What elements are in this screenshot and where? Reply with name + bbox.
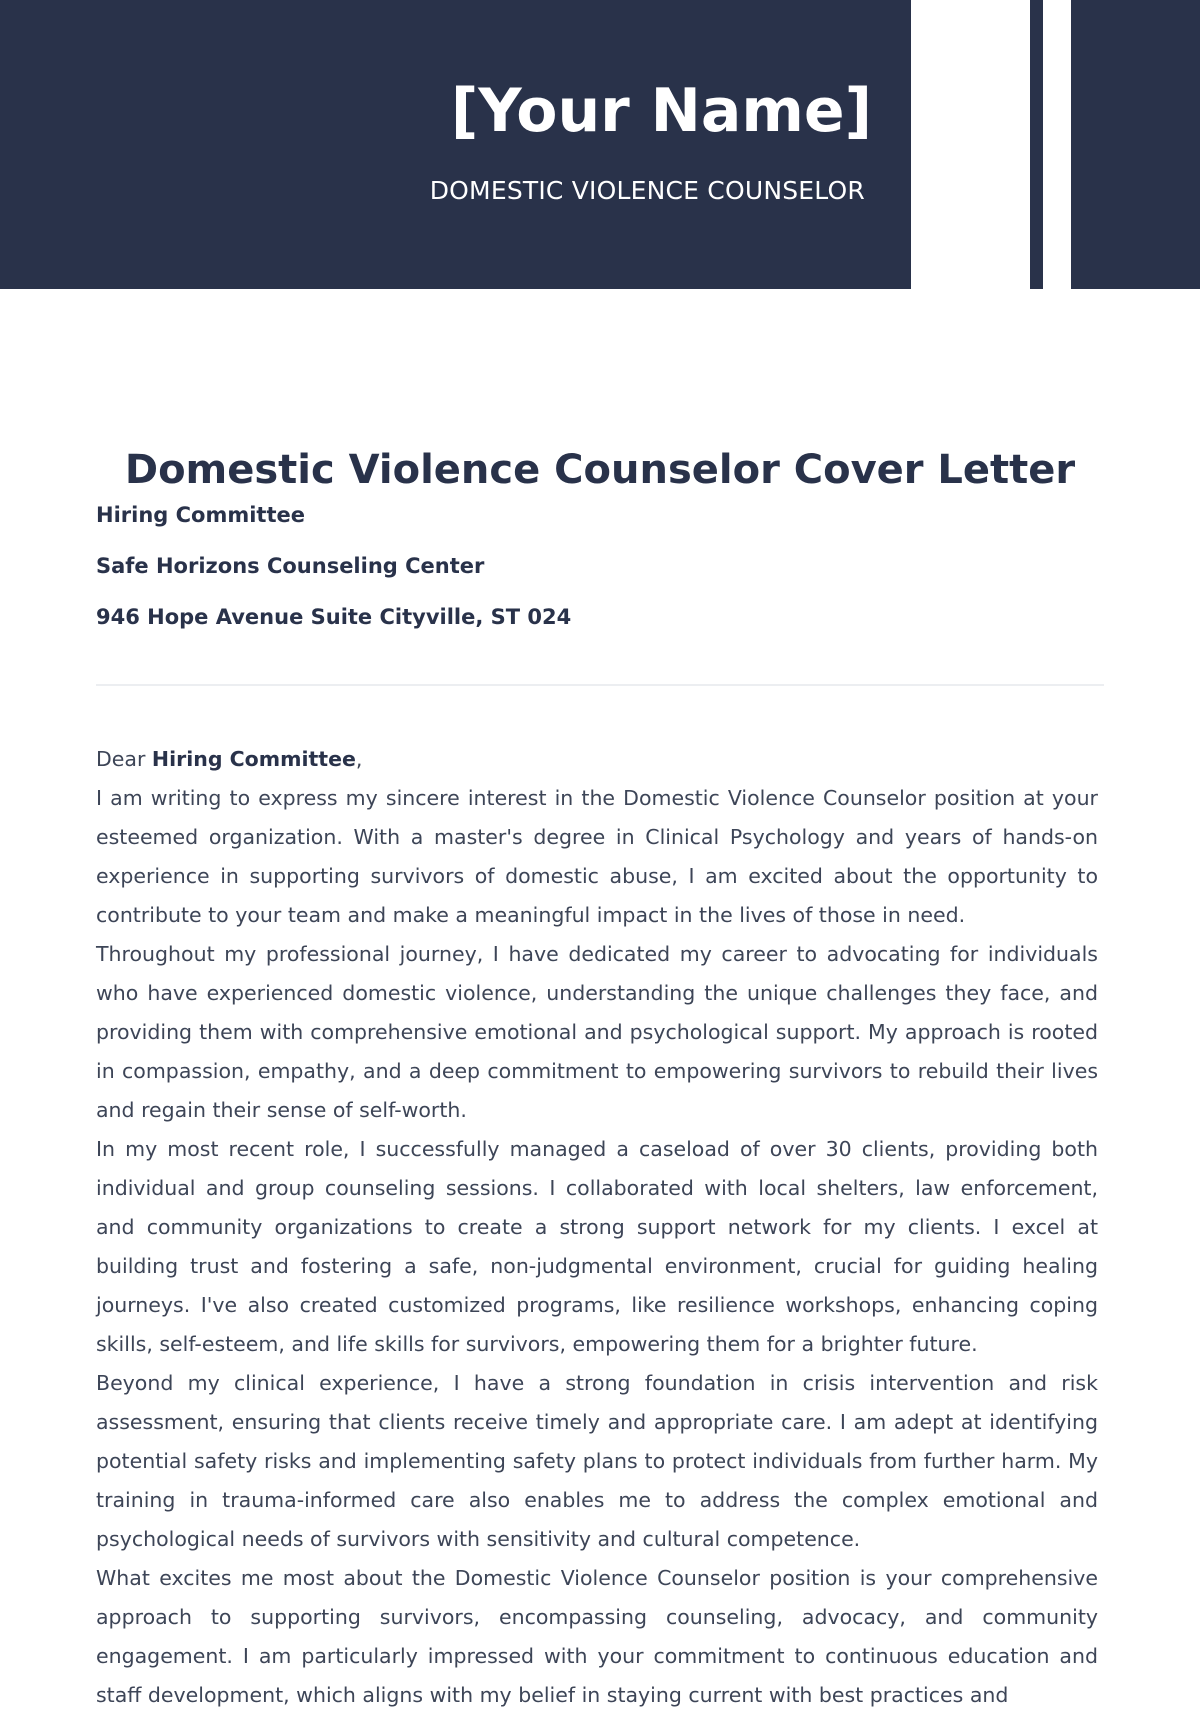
salutation-suffix: ,: [355, 747, 363, 771]
body-paragraph-3: In my most recent role, I successfully managed a caseload of over 30 clients, providing both individual and group counseling sessions. I collaborated with local shelters, law enforcement, and community organizations to create a strong support network for my clients. I excel at building trust and fostering a safe, non-judgmental environment, crucial for guiding healing journeys. I've also created customized programs, like resilience workshops, enhancing coping skills, self-esteem, and life skills for survivors, empowering them for a brighter future.: [96, 1137, 1098, 1356]
salutation-name: Hiring Committee: [151, 747, 356, 771]
header-stripe-thin: [1030, 0, 1043, 289]
recipient-line-address: 946 Hope Avenue Suite Cityville, ST 024: [96, 605, 572, 629]
body-paragraph-2: Throughout my professional journey, I have dedicated my career to advocating for individuals who have experienced domestic violence, understanding the unique challenges they face, and providing them with comprehensive emotional and psychological support. My approach is rooted in compassion, empathy, and a deep commitment to empowering survivors to rebuild their lives and regain their sense of self-worth.: [96, 942, 1098, 1122]
section-divider: [96, 684, 1104, 686]
letter-title: Domestic Violence Counselor Cover Letter: [124, 447, 1076, 493]
body-paragraph-5: What excites me most about the Domestic Violence Counselor position is your comprehensive approach to supporting survivors, encompassing counseling, advocacy, and community engagement. I am particularly impressed with your commitment to continuous education and staff development, which aligns with my belief in staying current with best practices and: [96, 1566, 1098, 1707]
recipient-line-organization: Safe Horizons Counseling Center: [96, 554, 485, 578]
body-paragraph-1: I am writing to express my sincere interest in the Domestic Violence Counselor position at your esteemed organization. With a master's degree in Clinical Psychology and years of hands-on experience in supporting survivors of domestic abuse, I am excited about the opportunity to contribute to your team and make a meaningful impact in the lives of those in need.: [96, 786, 1098, 927]
salutation: [96, 740, 1098, 779]
header-stripe-wide: [1071, 0, 1200, 289]
body-paragraph-4: Beyond my clinical experience, I have a strong foundation in crisis intervention and risk assessment, ensuring that clients receive timely and appropriate care. I am adept at identifying potential safety risks and implementing safety plans to protect individuals from further harm. My training in trauma-informed care also enables me to address the complex emotional and psychological needs of survivors with sensitivity and cultural competence.: [96, 1371, 1098, 1551]
applicant-name: [Your Name]: [450, 76, 872, 146]
recipient-line-committee: Hiring Committee: [96, 503, 305, 527]
salutation-prefix: Dear: [96, 747, 152, 771]
letter-body: [96, 740, 1098, 1715]
recipient-block: [96, 500, 1106, 653]
applicant-job-title: DOMESTIC VIOLENCE COUNSELOR: [429, 176, 865, 205]
